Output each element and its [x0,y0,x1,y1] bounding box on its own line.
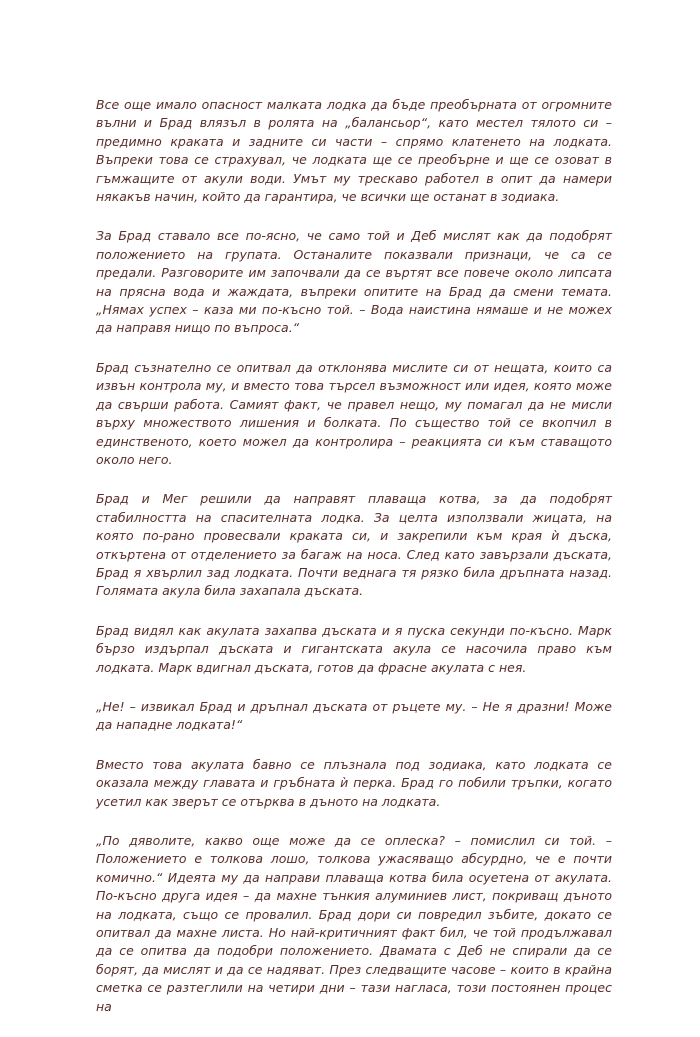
paragraph-5: Брад видял как акулата захапва дъската и я пуска секунди по-късно. Марк бързо издърпал дъската и гигантската акула се насочила право към лодката. Марк вдигнал дъската, готов да фрасне акулата с нея. [96,622,612,675]
paragraph-7: Вместо това акулата бавно се плъзнала под зодиака, като лодката се оказала между главата и гръбната ѝ перка. Брад го побили тръпки, когато усетил как зверът се отърква в дъното на лодката. [96,756,612,809]
paragraph-6: „Не! – извикал Брад и дръпнал дъската от ръцете му. – Не я дразни! Може да нападне лодката!“ [96,698,612,733]
paragraph-8: „По дяволите, какво още може да се оплеска? – помислил си той. – Положението е толкова лошо, толкова ужасяващо абсурдно, че е почти комично.“ Идеята му да направи плаваща котва била осуетена от акулата. По-късно друга идея – да махне тънкия алуминиев лист, покриващ дъното на лодката, също се провалил. Брад дори си повредил зъбите, докато се опитвал да махне листа. Но най-критичният факт бил, че той продължавал да се опитва да подобри положението. Двамата с Деб не спирали да се борят, да мислят и да се надяват. През следващите часове – които в крайна сметка се разтеглили на четири дни – тази нагласа, този постоянен процес на [96,833,612,1014]
paragraph-3: Брад съзнателно се опитвал да отклонява мислите си от нещата, които са извън контрола му, и вместо това търсел възможност или идея, която може да свърши работа. Самият факт, че правел нещо, му помагал да не мисли върху множеството лишения и болката. По същество той се вкопчил в единственото, което можел да контролира – реакцията си към ставащото около него. [96,359,612,467]
paragraph-4: Брад и Мег решили да направят плаваща котва, за да подобрят стабилността на спасителната лодка. За целта използвали жицата, на която по-рано провесвали краката си, и закрепили към края ѝ дъска, откъртена от отделението за багаж на носа. След като завързали дъската, Брад я хвърлил зад лодката. Почти веднага тя рязко била дръпната назад. Голямата акула била захапала дъската. [96,491,612,599]
paragraph-2: За Брад ставало все по-ясно, че само той и Деб мислят как да подобрят положението на групата. Останалите показвали признаци, че са се предали. Разговорите им започвали да се въртят все повече около липсата на прясна вода и жаждата, въпреки опитите на Брад да смени темата. „Нямах успех – каза ми по-късно той. – Вода наистина нямаше и не можех да направя нищо по въпроса.“ [96,228,612,336]
document-page [96,96,612,1037]
paragraph-1: Все още имало опасност малката лодка да бъде преобърната от огромните вълни и Брад влязъл в ролята на „балансьор“, като местел тялото си – предимно краката и задните си части – спрямо клатенето на лодката. Въпреки това се страхувал, че лодката ще се преобърне и ще се озоват в гъмжащите от акули води. Умът му трескаво работел в опит да намери някакъв начин, който да гарантира, че всички ще останат в зодиака. [96,97,612,205]
